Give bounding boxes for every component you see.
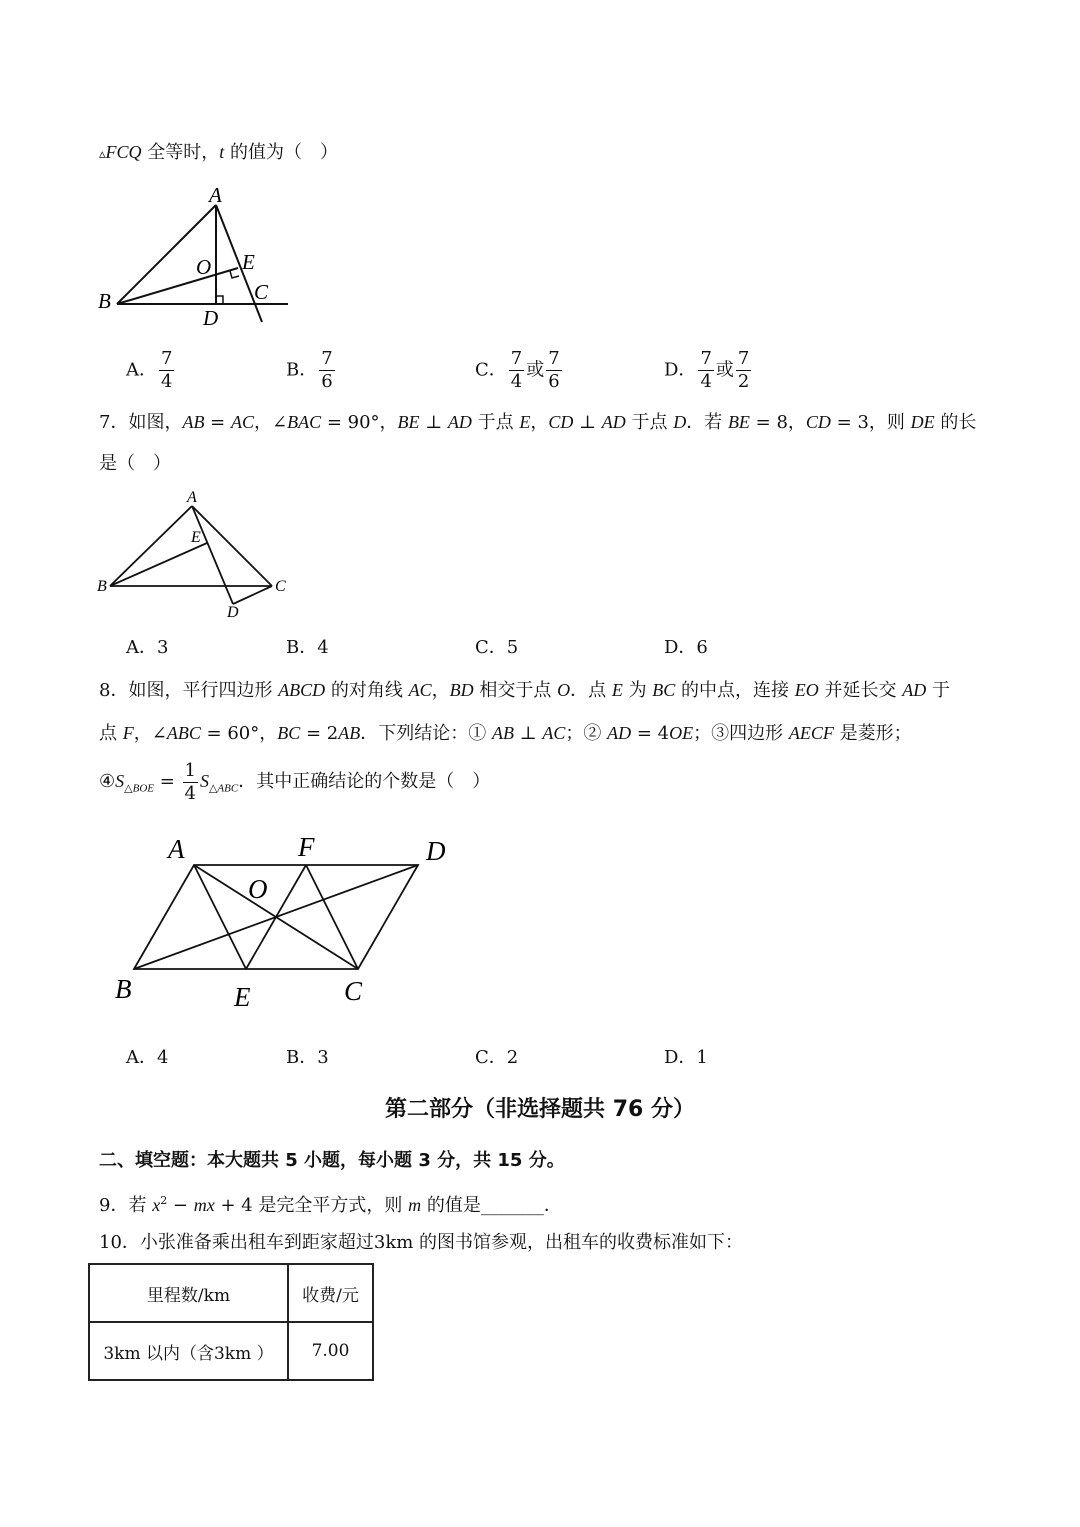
q8-question-line2: 点 F，∠ABC = 60°，BC = 2AB．下列结论：① AB ⊥ AC；② AD = 4OE；③四边形 AECF 是菱形；	[99, 723, 912, 744]
q7-label-d: D	[227, 604, 239, 620]
q8-label-a: A	[168, 834, 185, 864]
table-header-cell: 里程数/km	[89, 1264, 288, 1322]
q7-line-ab	[110, 506, 192, 586]
q8-label-o: O	[248, 874, 268, 904]
q7-question: 7．如图，AB = AC，∠BAC = 90°，BE ⊥ AD 于点 E，CD ⊥ AD 于点 D．若 BE = 8，CD = 3，则 DE 的长	[99, 412, 977, 433]
q6-label-b: B	[98, 289, 111, 313]
fee-table	[88, 1263, 374, 1381]
q9-question: 9．若 $x^2$ − mx + 4 是完全平方式，则 m 的值是_______．	[99, 1194, 562, 1216]
q8-option-c[interactable]: C．2	[475, 1047, 519, 1068]
q8-question-line3: $④S_{\triangle BOE}$ = $\frac{1}{4}$ $S_{\triangle ABC}$．其中正确结论的个数是（ ）	[99, 759, 491, 804]
q6-label-a: A	[209, 183, 222, 207]
q8-option-d[interactable]: D．1	[664, 1047, 708, 1068]
q7-label-a: A	[187, 489, 197, 506]
table-row	[89, 1264, 373, 1322]
part2-title: 第二部分（非选择题共 76 分）	[385, 1097, 695, 1122]
q7-label-b: B	[97, 578, 107, 595]
fraction: $\frac{7}{4}$	[700, 348, 712, 392]
table-header-cell: 收费/元	[288, 1264, 373, 1322]
q7-option-c[interactable]: C．5	[475, 637, 519, 658]
q8-label-d: D	[426, 836, 446, 866]
q7-figure	[92, 486, 292, 620]
q6-option-a[interactable]: A． $\frac{7}{4}$	[126, 348, 173, 392]
q8-label-e: E	[234, 982, 251, 1012]
q8-question-line1: 8．如图，平行四边形 ABCD 的对角线 AC，BD 相交于点 O．点 E 为 BC 的中点，连接 EO 并延长交 AD 于	[99, 680, 950, 701]
q8-option-b[interactable]: B．3	[286, 1047, 329, 1068]
q7-label-e: E	[191, 529, 201, 546]
q6-right-angle-d	[216, 296, 223, 304]
fraction: $\frac{7}{6}$	[548, 348, 560, 392]
fraction: $\frac{1}{4}$	[184, 759, 196, 804]
q7-option-b[interactable]: B．4	[286, 637, 329, 658]
q7-line-ac	[192, 506, 272, 586]
q7-option-d[interactable]: D．6	[664, 637, 708, 658]
fraction: $\frac{7}{4}$	[510, 348, 523, 392]
q6-option-d[interactable]: D． $\frac{7}{4}$ 或 $\frac{7}{2}$	[664, 348, 750, 392]
table-row	[89, 1322, 373, 1380]
q6-option-b[interactable]: B． $\frac{7}{6}$	[286, 348, 333, 392]
section-heading: 二、填空题：本大题共 5 小题，每小题 3 分，共 15 分。	[99, 1150, 565, 1171]
q7-label-c: C	[275, 578, 286, 595]
q6-label-o: O	[196, 255, 212, 279]
q6-figure	[90, 182, 300, 332]
q6-label-e: E	[242, 250, 255, 274]
fraction: $\frac{7}{2}$	[737, 348, 750, 392]
q6-right-angle-e	[230, 271, 239, 278]
fraction: $\frac{7}{4}$	[161, 348, 173, 392]
q10-question: 10．小张准备乘出租车到距家超过3km 的图书馆参观，出租车的收费标准如下：	[99, 1232, 744, 1253]
q7-line-cd	[233, 586, 272, 604]
q7-line-ad	[192, 506, 233, 604]
q7-option-a[interactable]: A．3	[126, 637, 169, 658]
q8-label-b: B	[115, 974, 132, 1004]
q7-question-line2: 是（ ）	[99, 453, 171, 474]
q6-label-d: D	[203, 306, 219, 330]
q8-option-a[interactable]: A．4	[126, 1047, 169, 1068]
table-cell: 7.00	[288, 1322, 373, 1380]
q7-line-be	[110, 543, 207, 586]
q8-label-f: F	[298, 832, 315, 862]
q8-label-c: C	[344, 976, 363, 1006]
q8-figure	[108, 828, 458, 1018]
q6-option-c[interactable]: C． $\frac{7}{4}$ 或 $\frac{7}{6}$	[475, 348, 560, 392]
table-cell: 3km 以内（含3km ）	[89, 1322, 288, 1380]
fraction: $\frac{7}{6}$	[321, 348, 333, 392]
q6-question-tail: ▵FCQ 全等时，t 的值为（ ）	[99, 142, 339, 163]
q6-label-c: C	[254, 280, 269, 304]
